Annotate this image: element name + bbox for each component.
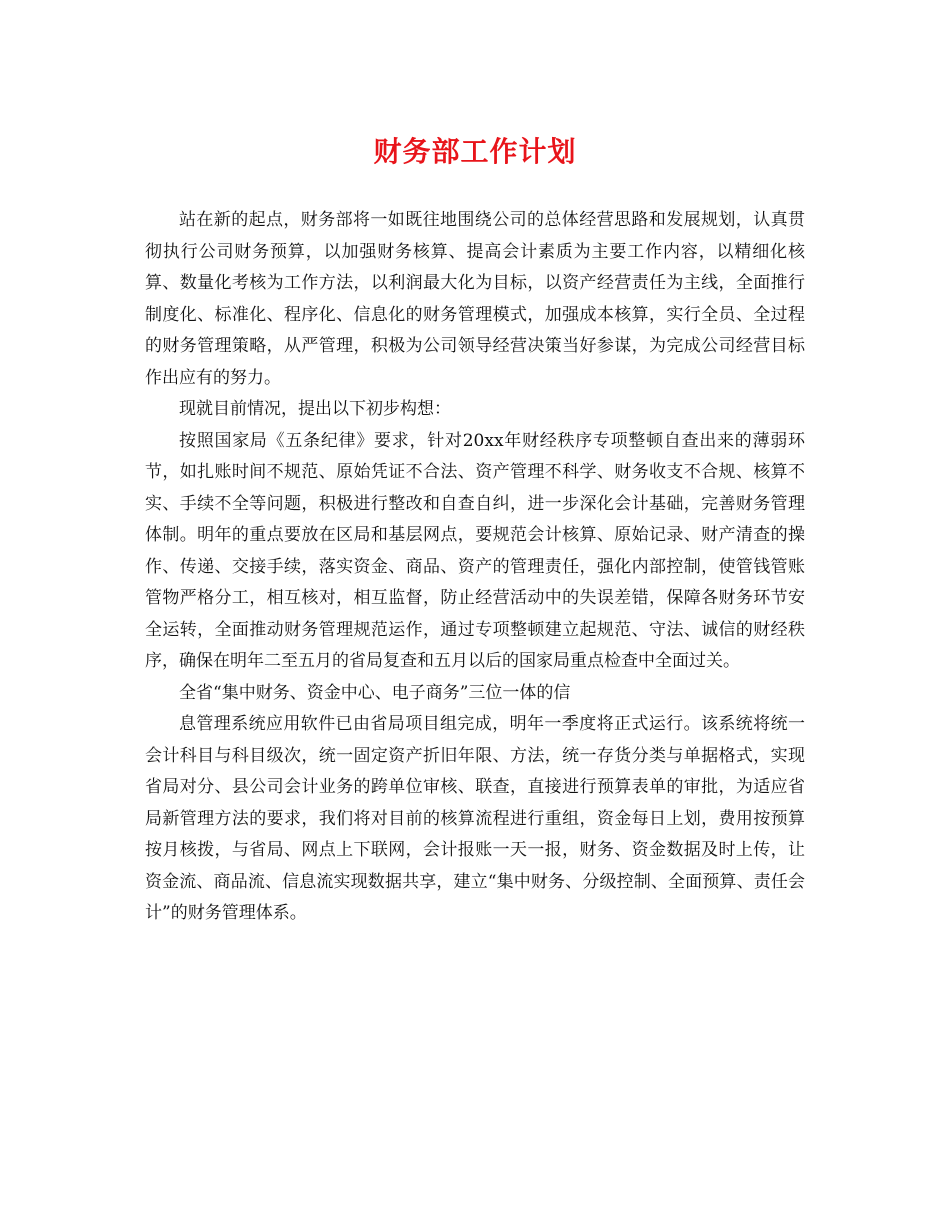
paragraph-system-heading: 全省“集中财务、资金中心、电子商务”三位一体的信 <box>179 682 571 703</box>
document-body <box>145 205 805 930</box>
paragraph-system: 息管理系统应用软件已由省局项目组完成，明年一季度将正式运行。该系统将统一会计科目与科目级次，统一固定资产折旧年限、方法，统一存货分类与单据格式，实现省局对分、县公司会计业务的跨单位审核、联查，直接进行预算表单的审批，为适应省局新管理方法的要求，我们将对目前的核算流程进行重组，资金每日上划，费用按预算按月核拨，与省局、网点上下联网，会计报账一天一报，财务、资金数据及时上传，让资金流、商品流、信息流实现数据共享，建立“集中财务、分级控制、全面预算、责任会计”的财务管理体系。 <box>145 714 805 923</box>
document-title: 财务部工作计划 <box>373 135 577 168</box>
paragraph-outline: 现就目前情况，提出以下初步构想： <box>179 399 451 419</box>
paragraph-intro: 站在新的起点，财务部将一如既往地围绕公司的总体经营思路和发展规划，认真贯彻执行公司财务预算，以加强财务核算、提高会计素质为主要工作内容，以精细化核算、数量化考核为工作方法，以利润最大化为目标，以资产经营责任为主线，全面推行制度化、标准化、程序化、信息化的财务管理模式，加强成本核算，实行全员、全过程的财务管理策略，从严管理，积极为公司领导经营决策当好参谋，为完成公司经营目标作出应有的努力。 <box>145 210 805 388</box>
paragraph-discipline: 按照国家局《五条纪律》要求，针对20xx年财经秩序专项整顿自查出来的薄弱环节，如扎账时间不规范、原始凭证不合法、资产管理不科学、财务收支不合规、核算不实、手续不全等问题，积极进行整改和自查自纠，进一步深化会计基础，完善财务管理体制。明年的重点要放在区局和基层网点，要规范会计核算、原始记录、财产清查的操作、传递、交接手续，落实资金、商品、资产的管理责任，强化内部控制，使管钱管账管物严格分工，相互核对，相互监督，防止经营活动中的失误差错，保障各财务环节安全运转，全面推动财务管理规范运作，通过专项整顿建立起规范、守法、诚信的财经秩序，确保在明年二至五月的省局复查和五月以后的国家局重点检查中全面过关。 <box>145 430 805 671</box>
